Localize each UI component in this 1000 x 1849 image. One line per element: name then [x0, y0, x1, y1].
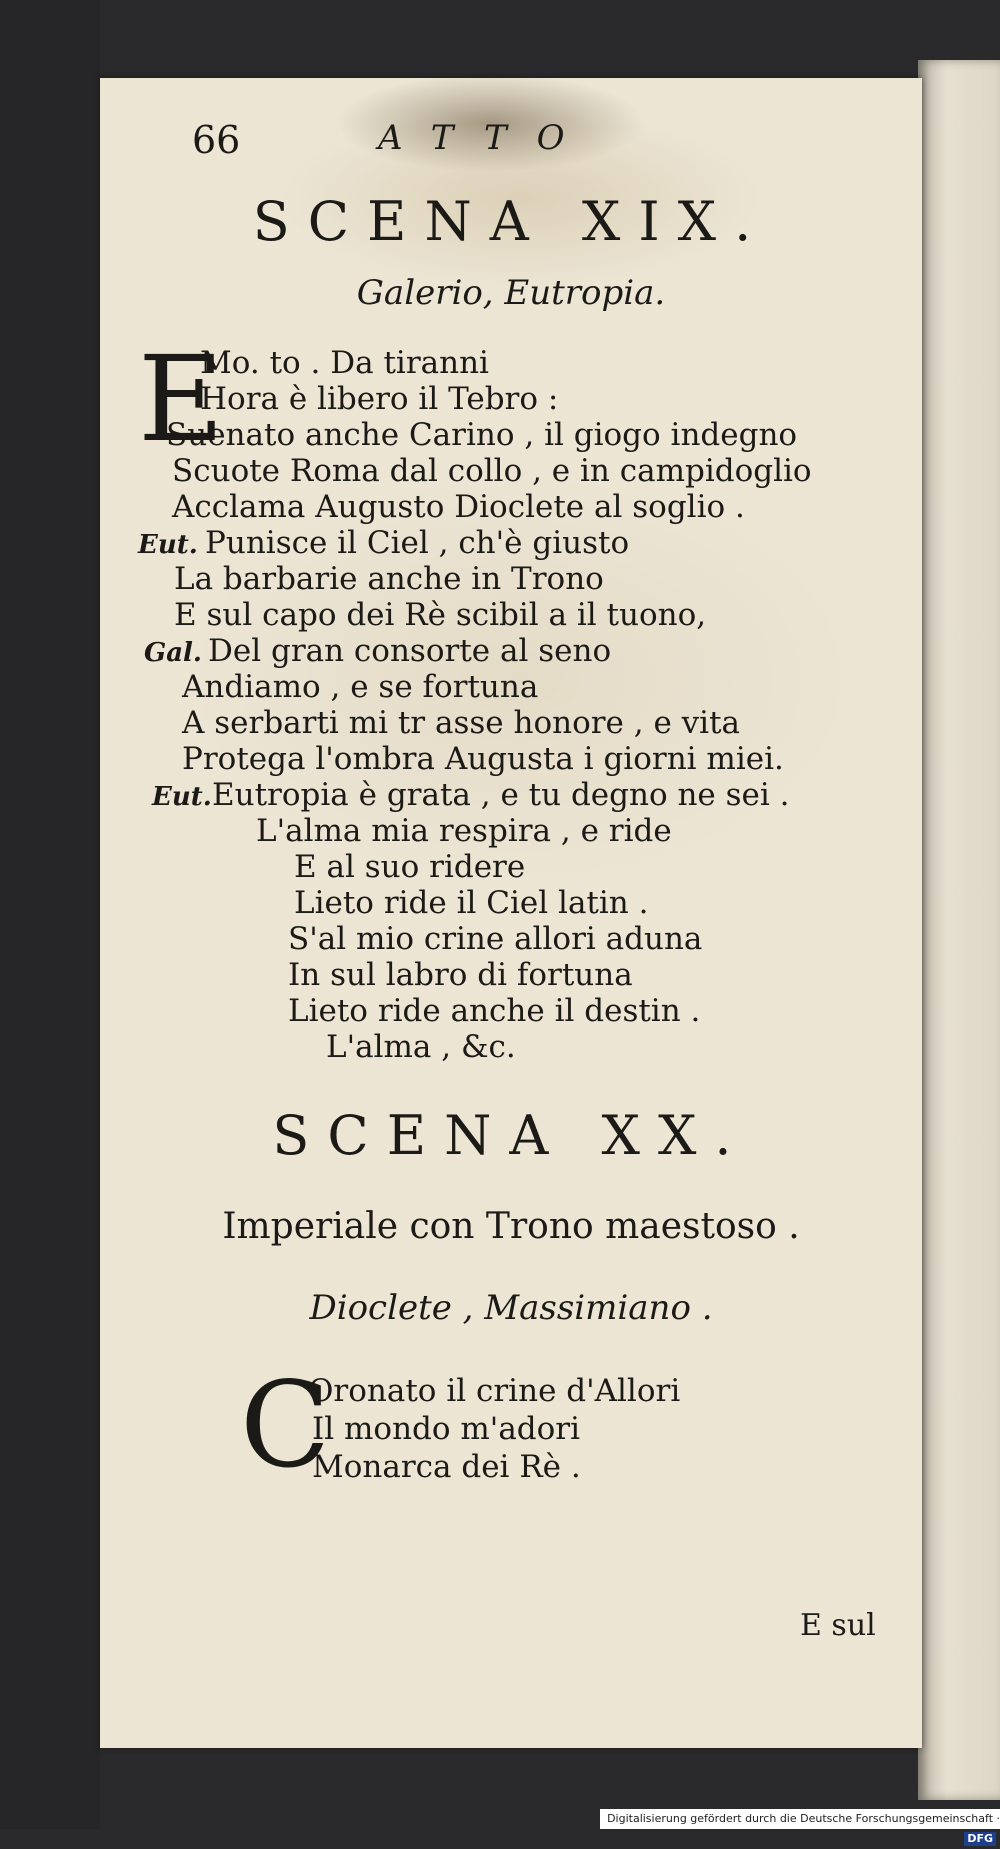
- verse-line: E sul capo dei Rè scibil a il tuono,: [174, 597, 707, 633]
- verse-line: Scuote Roma dal collo , e in campidoglio: [172, 453, 812, 489]
- book-page: [100, 78, 922, 1748]
- verse-line: A serbarti mi tr asse honore , e vita: [182, 705, 741, 741]
- verse-line: Protega l'ombra Augusta i giorni miei.: [182, 741, 784, 777]
- page-header: [100, 118, 922, 168]
- verse-line: In sul labro di fortuna: [288, 957, 633, 993]
- adjacent-page-edge: [918, 60, 1000, 1800]
- verse-line: Lieto ride il Ciel latin .: [294, 885, 649, 921]
- verse-line: La barbarie anche in Trono: [174, 561, 604, 597]
- verse-line: Mo. to . Da tiranni: [200, 345, 489, 381]
- drop-cap: C: [240, 1356, 331, 1494]
- verse-line: L'alma mia respira , e ride: [256, 813, 672, 849]
- credit-text: Digitalisierung gefördert durch die Deutsche Forschungsgemeinschaft ·: [607, 1812, 1000, 1825]
- verse-line: Acclama Augusto Dioclete al soglio .: [172, 489, 745, 525]
- verse-line: Hora è libero il Tebro :: [200, 381, 559, 417]
- verse-line: Eutropia è grata , e tu degno ne sei .: [212, 777, 790, 813]
- scene-title: SCENA XIX.: [252, 190, 770, 253]
- verse-line: Del gran consorte al seno: [208, 633, 612, 669]
- backdrop: [0, 0, 100, 1829]
- scene-characters: Dioclete , Massimiano .: [309, 1288, 713, 1328]
- scene-title: SCENA XX.: [272, 1104, 750, 1167]
- verse-line: Andiamo , e se fortuna: [182, 669, 539, 705]
- verse-line: Il mondo m'adori: [312, 1411, 581, 1447]
- verse-line: Oronato il crine d'Allori: [308, 1373, 681, 1409]
- verse-line: Punisce il Ciel , ch'è giusto: [205, 525, 630, 561]
- speaker-label: Eut.: [138, 530, 198, 560]
- verse-line: Monarca dei Rè .: [312, 1449, 581, 1485]
- verse-line: E al suo ridere: [294, 849, 526, 885]
- speaker-label: Gal.: [144, 638, 202, 668]
- dfg-logo: DFG: [964, 1832, 996, 1846]
- verse-line: S'al mio crine allori aduna: [288, 921, 703, 957]
- speaker-label: Eut.: [152, 782, 212, 812]
- page-number: 66: [192, 118, 241, 162]
- running-head: ATTO: [378, 118, 595, 158]
- verse-line: Suenato anche Carino , il giogo indegno: [166, 417, 798, 453]
- digitization-credit: [600, 1809, 1000, 1845]
- drop-cap: E: [138, 330, 225, 468]
- catchword: E sul: [800, 1608, 876, 1643]
- verse-line: Lieto ride anche il destin .: [288, 993, 701, 1029]
- verse-line: L'alma , &c.: [326, 1029, 516, 1065]
- scene-characters: Galerio, Eutropia.: [356, 273, 666, 313]
- stage-direction: Imperiale con Trono maestoso .: [222, 1206, 800, 1247]
